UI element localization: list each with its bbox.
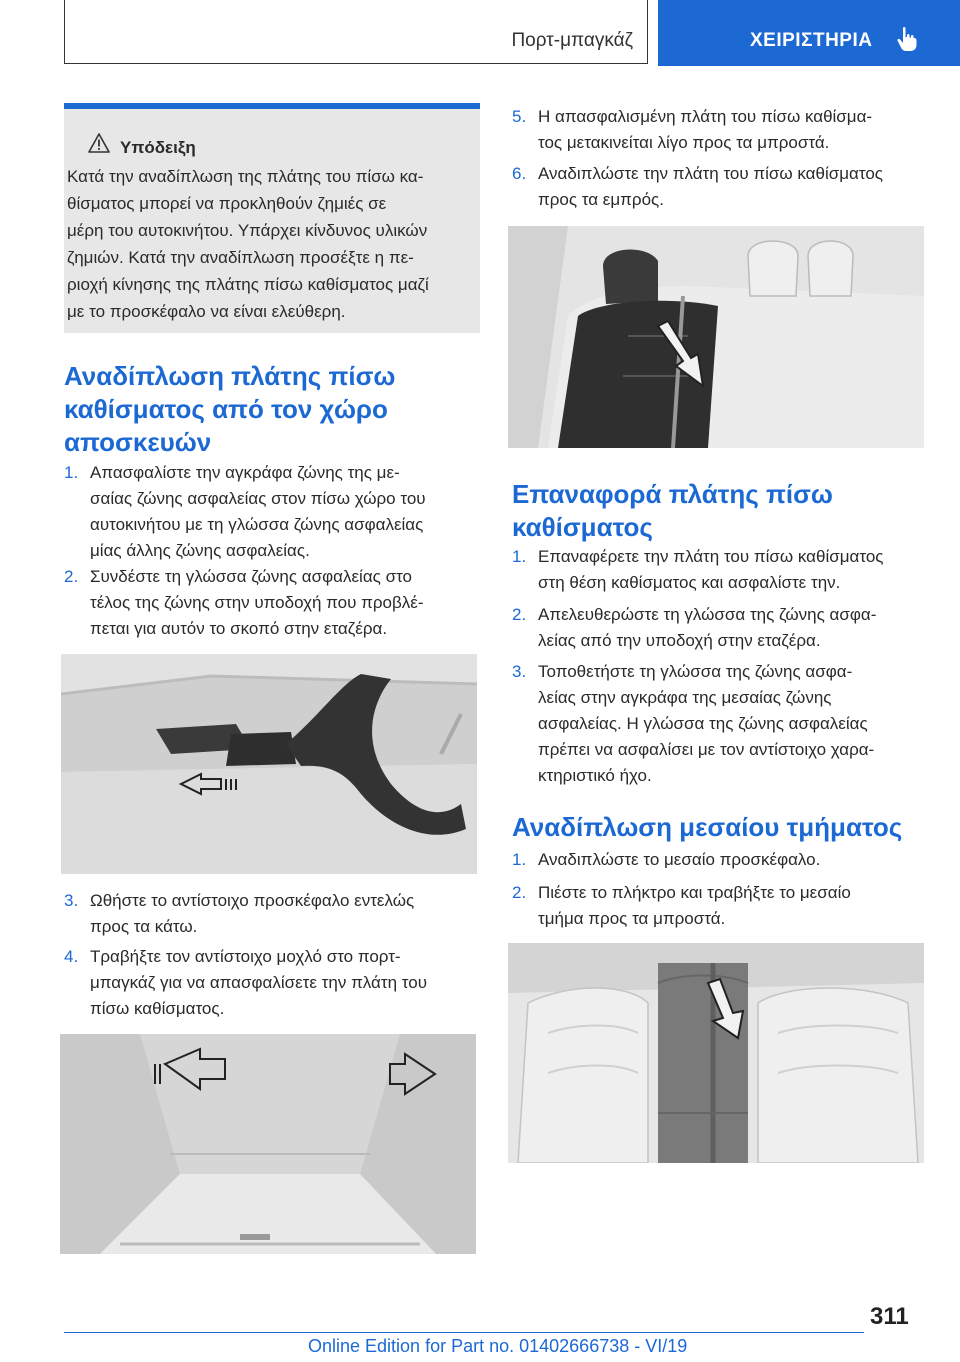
step-line: λείας από την υποδοχή στην εταζέρα. <box>538 631 821 650</box>
header-section-title: Πορτ-μπαγκάζ <box>511 30 633 51</box>
heading-line: καθίσματος <box>512 512 653 542</box>
step-line: Ωθήστε το αντίστοιχο προσκέφαλο εντελώς <box>90 891 415 910</box>
hand-pointer-icon <box>896 26 918 57</box>
step-line: Απασφαλίστε την αγκράφα ζώνης της με- <box>90 463 400 482</box>
illustration-trunk-release-levers <box>60 1034 476 1254</box>
note-top-bar <box>64 103 480 109</box>
note-line: ριοχή κίνησης της πλάτης πίσω καθίσματος μαζί <box>67 275 429 294</box>
step-number: 4. <box>64 947 79 966</box>
header-chapter-title: ΧΕΙΡΙΣΤΗΡΙΑ <box>750 30 873 51</box>
step-item <box>512 847 932 875</box>
illustration-fold-seat-backrest <box>508 226 924 448</box>
step-line: Αναδιπλώστε την πλάτη του πίσω καθίσματος <box>538 164 883 183</box>
step-number: 2. <box>64 567 79 586</box>
step-line: Τραβήξτε τον αντίστοιχο μοχλό στο πορτ- <box>90 947 401 966</box>
heading-line: Επαναφορά πλάτης πίσω <box>512 479 833 509</box>
header-chapter-box <box>658 0 960 66</box>
section-heading-fold-middle <box>512 811 902 844</box>
step-line: Τοποθετήστε τη γλώσσα της ζώνης ασφα- <box>538 662 853 681</box>
step-line: Η απασφαλισμένη πλάτη του πίσω καθίσμα- <box>538 107 873 126</box>
step-line: κτηριστικό ήχο. <box>538 766 652 785</box>
step-line: τος μετακινείται λίγο προς τα μπροστά. <box>538 133 830 152</box>
step-number: 3. <box>64 891 79 910</box>
step-line: Αναδιπλώστε το μεσαίο προσκέφαλο. <box>538 850 821 869</box>
step-line: αυτοκινήτου με τη γλώσσα ζώνης ασφαλείας <box>90 515 424 534</box>
step-number: 6. <box>512 164 527 183</box>
step-number: 3. <box>512 662 527 681</box>
step-line: Συνδέστε τη γλώσσα ζώνης ασφαλείας στο <box>90 567 412 586</box>
step-item <box>512 602 932 658</box>
heading-line: Αναδίπλωση μεσαίου τμήματος <box>512 812 903 842</box>
step-line: ασφαλείας. Η γλώσσα της ζώνης ασφαλείας <box>538 714 868 733</box>
step-line: στη θέση καθίσματος και ασφαλίστε την. <box>538 573 841 592</box>
step-number: 1. <box>512 547 527 566</box>
note-line: με το προσκέφαλο να είναι ελεύθερη. <box>67 302 346 321</box>
footer-edition: Online Edition for Part no. 01402666738 - VI/19 <box>308 1336 688 1356</box>
step-line: Επαναφέρετε την πλάτη του πίσω καθίσματος <box>538 547 884 566</box>
step-item <box>512 880 932 936</box>
note-title: Υπόδειξη <box>120 138 196 157</box>
step-line: πίσω καθίσματος. <box>90 999 225 1018</box>
step-line: Απελευθερώστε τη γλώσσα της ζώνης ασφα- <box>538 605 877 624</box>
step-item <box>64 460 480 570</box>
step-line: μίας άλλης ζώνης ασφαλείας. <box>90 541 310 560</box>
step-line: προς τα εμπρός. <box>538 190 664 209</box>
step-line: πρέπει να ασφαλίσει με τον αντίστοιχο χαρα- <box>538 740 875 759</box>
step-item <box>64 564 480 646</box>
step-line: Πιέστε το πλήκτρο και τραβήξτε το μεσαίο <box>538 883 851 902</box>
step-item <box>512 161 932 217</box>
note-text <box>67 163 477 325</box>
footer-divider <box>64 1332 864 1333</box>
heading-line: καθίσματος από τον χώρο <box>64 394 388 424</box>
note-line: μέρη του αυτοκινήτου. Υπάρχει κίνδυνος υλικών <box>67 221 428 240</box>
heading-line: αποσκευών <box>64 427 212 457</box>
step-item <box>64 888 480 944</box>
step-line: τέλος της ζώνης στην υποδοχή που προβλέ- <box>90 593 424 612</box>
note-line: θίσματος μπορεί να προκληθούν ζημιές σε <box>67 194 387 213</box>
step-line: τμήμα προς τα μπροστά. <box>538 909 726 928</box>
warning-triangle-icon <box>88 133 110 158</box>
step-line: προς τα κάτω. <box>90 917 198 936</box>
note-line: Κατά την αναδίπλωση της πλάτης του πίσω κα- <box>67 167 424 186</box>
step-number: 1. <box>512 850 527 869</box>
step-line: σαίας ζώνης ασφαλείας στον πίσω χώρο του <box>90 489 426 508</box>
step-line: μπαγκάζ για να απασφαλίσετε την πλάτη του <box>90 973 427 992</box>
illustration-belt-tongue-parcel-shelf <box>61 654 477 874</box>
step-line: πεται για αυτόν το σκοπό στην εταζέρα. <box>90 619 388 638</box>
note-line: ζημιών. Κατά την αναδίπλωση προσέξτε η πε- <box>67 248 414 267</box>
step-item <box>512 659 932 793</box>
heading-line: Αναδίπλωση πλάτης πίσω <box>64 361 396 391</box>
section-heading-fold-from-trunk <box>64 360 395 459</box>
illustration-fold-middle-section <box>508 943 924 1163</box>
step-number: 2. <box>512 883 527 902</box>
warning-note <box>64 103 480 333</box>
step-number: 5. <box>512 107 527 126</box>
header-section-box <box>64 0 648 64</box>
section-heading-restore-backrest <box>512 478 833 544</box>
step-item <box>512 544 932 600</box>
step-line: λείας στην αγκράφα της μεσαίας ζώνης <box>538 688 832 707</box>
step-number: 1. <box>64 463 79 482</box>
step-item <box>512 104 932 160</box>
step-item <box>64 944 480 1026</box>
step-number: 2. <box>512 605 527 624</box>
page-number: 311 <box>870 1303 909 1330</box>
